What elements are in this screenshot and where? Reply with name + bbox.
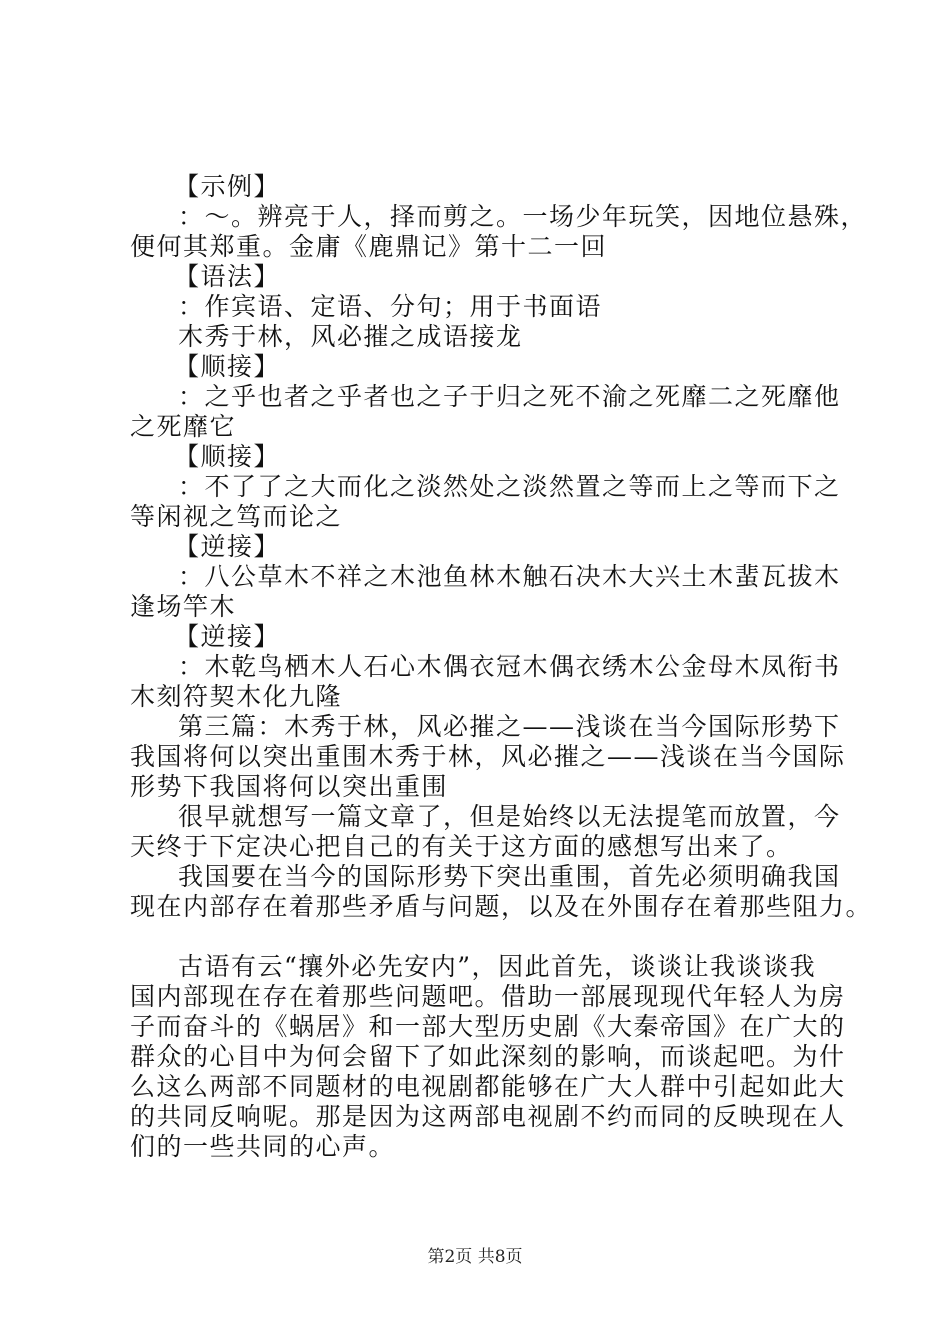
paragraph-line: 群众的心目中为何会留下了如此深刻的影响，而谈起吧。为什: [130, 1042, 846, 1071]
section-heading-reverse-chain: 【逆接】: [174, 622, 281, 651]
paragraph-line: 么这么两部不同题材的电视剧都能够在广大人群中引起如此大: [130, 1072, 846, 1101]
paragraph-line: 国内部现在存在着那些问题吧。借助一部展现现代年轻人为房: [130, 982, 846, 1011]
chapter-title: 第三篇：木秀于林，风必摧之——浅谈在当今国际形势下: [178, 712, 841, 741]
paragraph-line: 现在内部存在着那些矛盾与问题，以及在外围存在着那些阻力。: [130, 892, 873, 921]
chapter-title: 我国将何以突出重围木秀于林，风必摧之——浅谈在当今国际: [130, 742, 846, 771]
section-heading-forward-chain: 【顺接】: [174, 352, 281, 381]
paragraph-line: ：～。辨亮于人，择而剪之。一场少年玩笑，因地位悬殊，: [178, 202, 868, 231]
paragraph-line: 天终于下定决心把自己的有关于这方面的感想写出来了。: [130, 832, 793, 861]
paragraph-line: 古语有云“攘外必先安内”，因此首先，谈谈让我谈谈我: [178, 952, 817, 981]
paragraph-line: ：八公草木不祥之木池鱼林木触石决木大兴土木蜚瓦拔木: [178, 562, 841, 591]
document-body: [130, 172, 873, 1162]
paragraph-line: 木刻符契木化九隆: [130, 682, 343, 711]
paragraph-line: ：木乾鸟栖木人石心木偶衣冠木偶衣绣木公金母木凤衔书: [178, 652, 841, 681]
paragraph-line: 很早就想写一篇文章了，但是始终以无法提笔而放置，今: [178, 802, 841, 831]
paragraph-line: 们的一些共同的心声。: [130, 1132, 396, 1161]
paragraph-line: 的共同反响呢。那是因为这两部电视剧不约而同的反映现在人: [130, 1102, 846, 1131]
paragraph-line: ：之乎也者之乎者也之子于归之死不渝之死靡二之死靡他: [178, 382, 841, 411]
paragraph-line: ：作宾语、定语、分句；用于书面语: [178, 292, 603, 321]
paragraph-line: 等闲视之笃而论之: [130, 502, 343, 531]
paragraph-line: 便何其郑重。金庸《鹿鼎记》第十二一回: [130, 232, 608, 261]
section-heading-grammar: 【语法】: [174, 262, 281, 291]
paragraph-line: 逢场竿木: [130, 592, 237, 621]
page-number: 第2页 共8页: [427, 1247, 523, 1267]
paragraph-line: ：不了了之大而化之淡然处之淡然置之等而上之等而下之: [178, 472, 841, 501]
chapter-title: 形势下我国将何以突出重围: [130, 772, 449, 801]
paragraph-spacer: [130, 922, 850, 952]
section-heading-reverse-chain: 【逆接】: [174, 532, 281, 561]
paragraph-line: 子而奋斗的《蜗居》和一部大型历史剧《大秦帝国》在广大的: [130, 1012, 846, 1041]
paragraph-line: 之死靡它: [130, 412, 237, 441]
paragraph-line: 我国要在当今的国际形势下突出重围，首先必须明确我国: [178, 862, 841, 891]
section-heading-example: 【示例】: [174, 172, 281, 201]
subtitle-idiom-chain: 木秀于林，风必摧之成语接龙: [178, 322, 523, 351]
section-heading-forward-chain: 【顺接】: [174, 442, 281, 471]
